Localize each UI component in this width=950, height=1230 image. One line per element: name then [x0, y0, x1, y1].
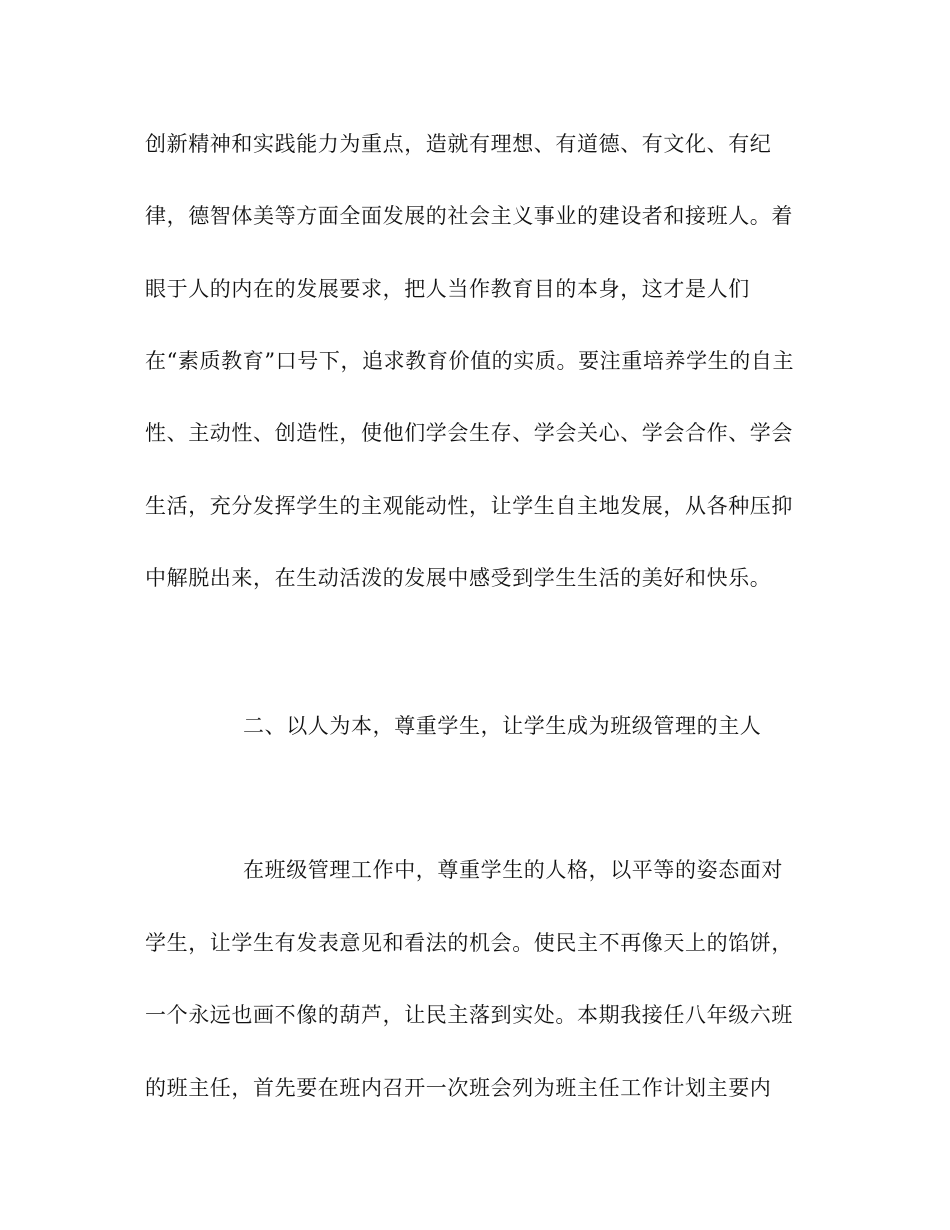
- paragraph-1-line-2: 律，德智体美等方面全面发展的社会主义事业的建设者和接班人。着: [145, 204, 793, 228]
- paragraph-1-line-6: 生活，充分发挥学生的主观能动性，让学生自主地发展，从各种压抑: [145, 494, 793, 518]
- paragraph-2-line-2: 学生，让学生有发表意见和看法的机会。使民主不再像天上的馅饼，: [145, 931, 793, 955]
- paragraph-1-line-7: 中解脱出来，在生动活泼的发展中感受到学生生活的美好和快乐。: [145, 566, 772, 590]
- paragraph-1-line-4: 在“素质教育”口号下，追求教育价值的实质。要注重培养学生的自主: [145, 349, 795, 373]
- paragraph-2-line-4: 的班主任，首先要在班内召开一次班会列为班主任工作计划主要内: [145, 1076, 772, 1100]
- paragraph-1-line-5: 性、主动性、创造性，使他们学会生存、学会关心、学会合作、学会: [145, 421, 793, 445]
- paragraph-2-line-1: 在班级管理工作中，尊重学生的人格，以平等的姿态面对: [243, 858, 783, 882]
- paragraph-2-line-3: 一个永远也画不像的葫芦，让民主落到实处。本期我接任八年级六班: [145, 1003, 793, 1027]
- section-heading: 二、以人为本，尊重学生，让学生成为班级管理的主人: [243, 714, 762, 738]
- paragraph-1-line-1: 创新精神和实践能力为重点，造就有理想、有道德、有文化、有纪: [145, 132, 772, 156]
- paragraph-1-line-3: 眼于人的内在的发展要求，把人当作教育目的本身，这才是人们: [145, 277, 750, 301]
